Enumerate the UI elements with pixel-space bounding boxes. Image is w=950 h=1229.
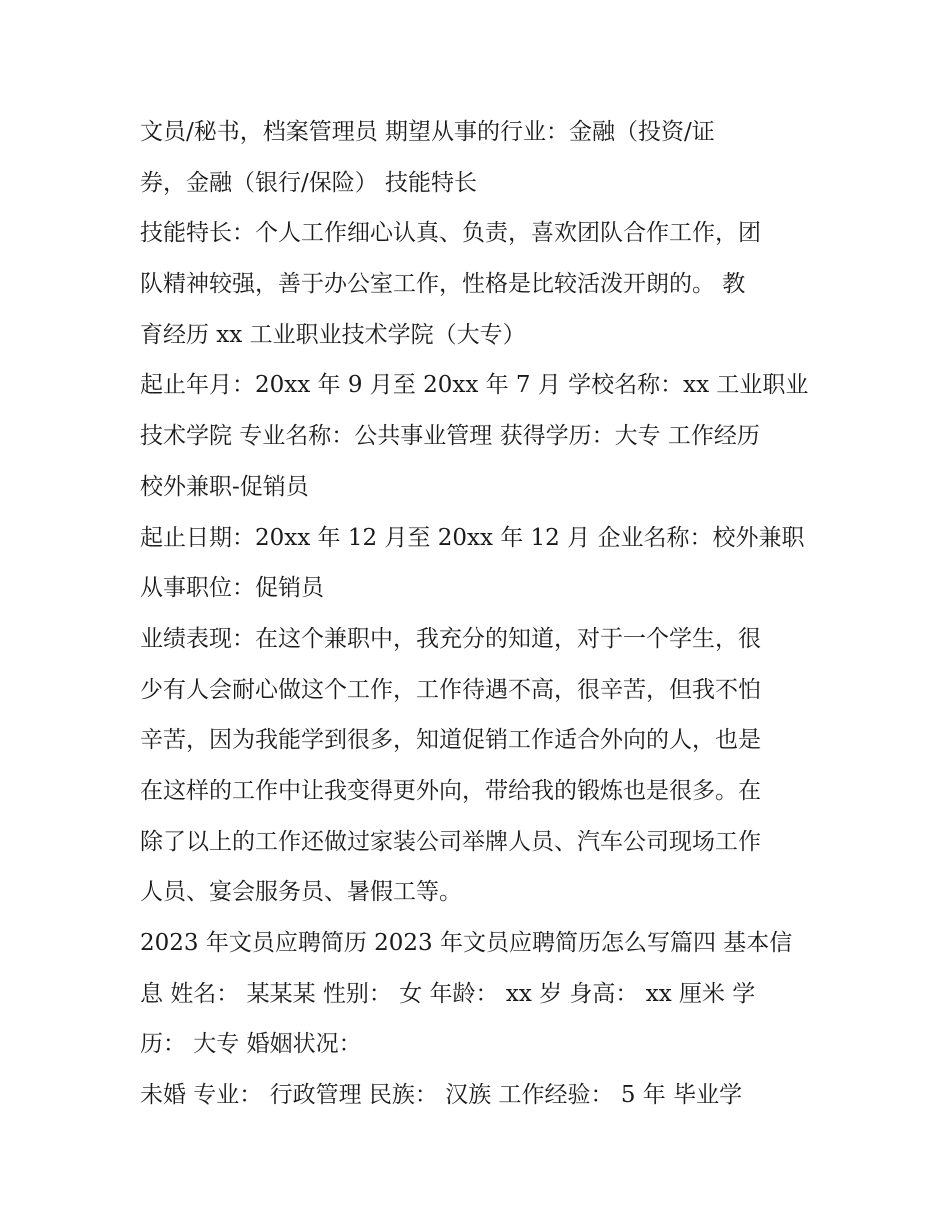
text-line: 从事职位：促销员 <box>140 575 324 602</box>
text-line: 校外兼职-促销员 <box>140 473 309 500</box>
text-line: 业绩表现：在这个兼职中，我充分的知道，对于一个学生，很 <box>140 625 761 652</box>
text-line: 2023 年文员应聘简历 2023 年文员应聘简历怎么写篇四 基本信 <box>140 930 793 956</box>
text-line: 在这样的工作中让我变得更外向，带给我的锻炼也是很多。在 <box>140 777 761 804</box>
text-line: 育经历 xx 工业职业技术学院（大专） <box>140 321 526 348</box>
text-line: 辛苦，因为我能学到很多，知道促销工作适合外向的人，也是 <box>140 727 761 754</box>
text-line: 少有人会耐心做这个工作，工作待遇不高，很辛苦，但我不怕 <box>140 676 761 703</box>
text-line: 人员、宴会服务员、暑假工等。 <box>140 879 462 906</box>
text-line: 历： 大专 婚姻状况： <box>140 1031 362 1058</box>
text-line: 起止日期：20xx 年 12 月至 20xx 年 12 月 企业名称：校外兼职 <box>140 524 805 551</box>
text-line: 文员/秘书，档案管理员 期望从事的行业：金融（投资/证 <box>140 119 715 145</box>
text-line: 未婚 专业： 行政管理 民族： 汉族 工作经验： 5 年 毕业学 <box>140 1082 743 1109</box>
text-line: 起止年月：20xx 年 9 月至 20xx 年 7 月 学校名称：xx 工业职业 <box>140 372 809 399</box>
text-line: 技能特长：个人工作细心认真、负责，喜欢团队合作工作，团 <box>140 220 761 247</box>
text-line: 券，金融（银行/保险） 技能特长 <box>140 169 478 196</box>
text-line: 技术学院 专业名称：公共事业管理 获得学历：大专 工作经历 <box>140 423 760 450</box>
text-line: 队精神较强，善于办公室工作，性格是比较活泼开朗的。 教 <box>140 271 746 298</box>
document-body <box>140 107 830 1121</box>
text-line: 除了以上的工作还做过家装公司举牌人员、汽车公司现场工作 <box>140 828 761 855</box>
text-line: 息 姓名： 某某某 性别： 女 年龄： xx 岁 身高： xx 厘米 学 <box>140 980 756 1007</box>
